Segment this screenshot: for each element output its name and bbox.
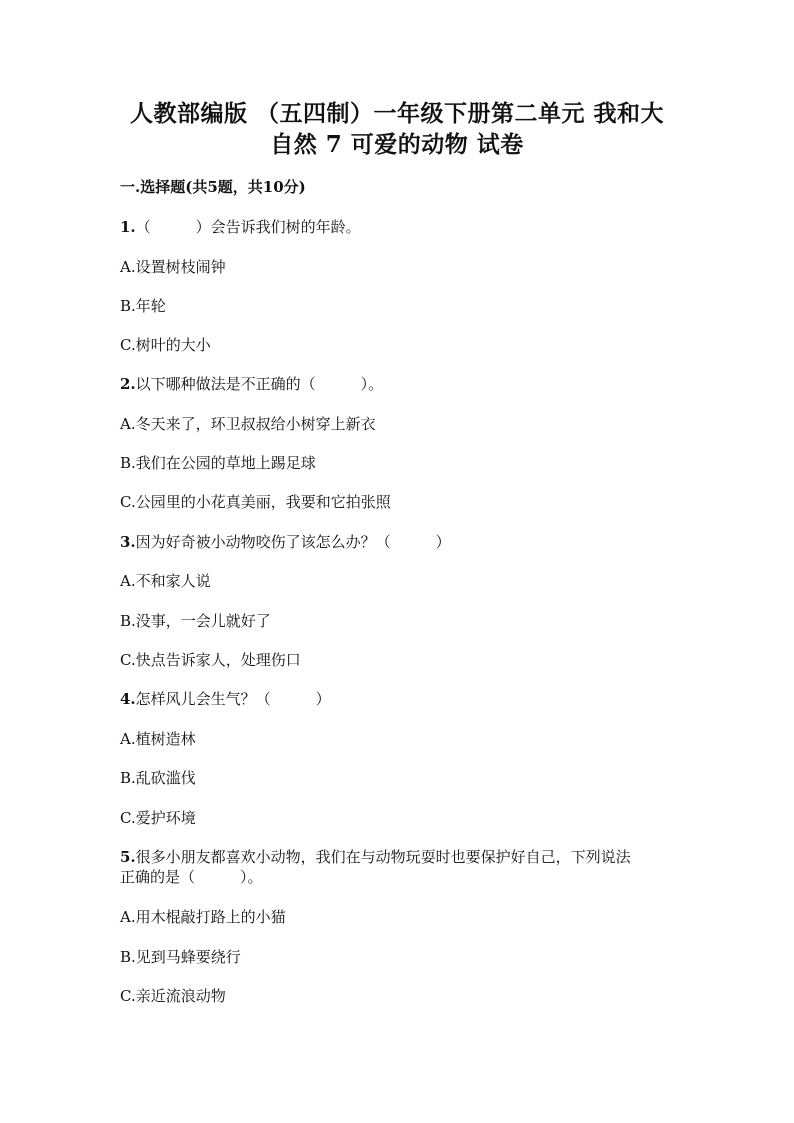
- question-5-option-a[interactable]: A.用木棍敲打路上的小猫: [120, 908, 286, 926]
- question-number: 3.: [120, 533, 136, 551]
- question-number: 1.: [120, 218, 136, 236]
- question-2: [120, 374, 680, 394]
- question-1: [120, 217, 680, 237]
- question-3: [120, 532, 680, 552]
- question-5: [120, 847, 680, 887]
- question-5-line-1: [120, 847, 680, 867]
- question-number: 5.: [120, 848, 136, 866]
- question-5-option-c[interactable]: C.亲近流浪动物: [120, 987, 226, 1005]
- section-heading: 一.选择题(共5题，共10分): [120, 178, 306, 196]
- question-number: 4.: [120, 690, 136, 708]
- question-5-option-b[interactable]: B.见到马蜂要绕行: [120, 948, 241, 966]
- exam-title: [120, 98, 674, 160]
- question-4-option-c[interactable]: C.爱护环境: [120, 809, 196, 827]
- question-2-option-b[interactable]: B.我们在公园的草地上踢足球: [120, 454, 316, 472]
- question-1-option-a[interactable]: A.设置树枝闹钟: [120, 258, 226, 276]
- question-2-option-c[interactable]: C.公园里的小花真美丽，我要和它拍张照: [120, 493, 391, 511]
- question-3-option-a[interactable]: A.不和家人说: [120, 572, 211, 590]
- title-line-1: 人教部编版 （五四制）一年级下册第二单元 我和大: [129, 100, 664, 127]
- question-4-option-b[interactable]: B.乱砍滥伐: [120, 769, 196, 787]
- question-3-option-b[interactable]: B.没事，一会儿就好了: [120, 612, 271, 630]
- question-text: 很多小朋友都喜欢小动物，我们在与动物玩耍时也要保护好自己，下列说法: [135, 848, 631, 866]
- question-number: 2.: [120, 375, 136, 393]
- question-text: 因为好奇被小动物咬伤了该怎么办？（ ）: [135, 533, 451, 551]
- question-4: [120, 689, 680, 709]
- question-5-line-2: 正确的是（ ）。: [120, 868, 263, 886]
- question-2-option-a[interactable]: A.冬天来了，环卫叔叔给小树穿上新衣: [120, 415, 376, 433]
- question-text: （ ）会告诉我们树的年龄。: [135, 218, 361, 236]
- question-text: 怎样风儿会生气？（ ）: [135, 690, 331, 708]
- question-1-option-b[interactable]: B.年轮: [120, 297, 166, 315]
- question-3-option-c[interactable]: C.快点告诉家人，处理伤口: [120, 651, 301, 669]
- title-line-2: 自然 7 可爱的动物 试卷: [270, 131, 524, 158]
- question-4-option-a[interactable]: A.植树造林: [120, 730, 196, 748]
- question-text: 以下哪种做法是不正确的（ ）。: [135, 375, 384, 393]
- question-1-option-c[interactable]: C.树叶的大小: [120, 336, 211, 354]
